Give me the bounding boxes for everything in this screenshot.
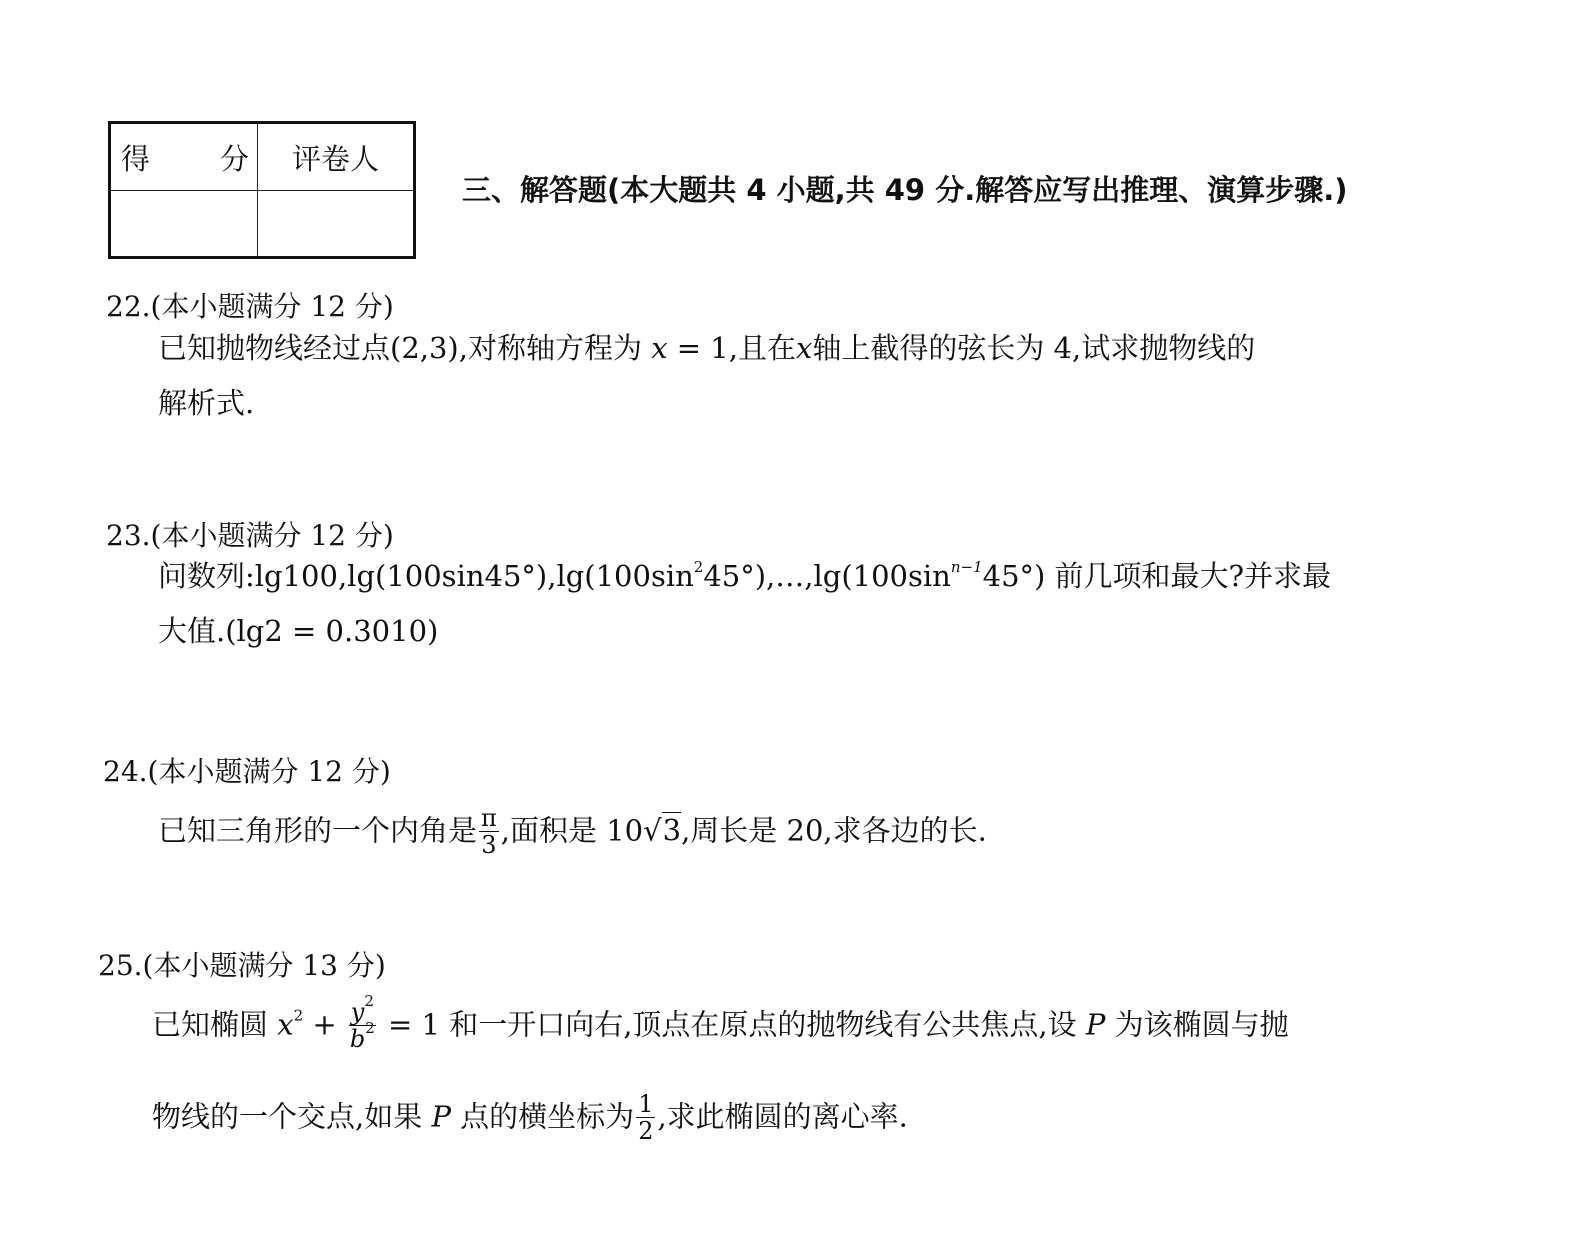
q23-line1 (158, 558, 1332, 593)
q24-text-c: ,周长是 20,求各边的长. (681, 813, 987, 848)
section-title: 三、解答题(本大题共 4 小题,共 49 分.解答应写出推理、演算步骤.) (462, 173, 1348, 207)
q23-text-c: 45°) 前几项和最大?并求最 (982, 559, 1332, 593)
q25-sup-x: 2 (293, 1006, 304, 1025)
q25-text-d: 物线的一个交点,如果 (152, 1099, 423, 1134)
q22-text-b: 轴上截得的弦长为 4,试求抛物线的 (812, 331, 1256, 365)
q25-frac-den (348, 1019, 377, 1054)
q24-text-a: 已知三角形的一个内角是 (158, 813, 478, 848)
q25-text-e: 点的横坐标为 (460, 1099, 635, 1134)
q25-frac2-den: 2 (638, 1117, 654, 1146)
q22-line1 (158, 331, 1256, 365)
q25-plus: + (303, 1007, 346, 1042)
q23-text-a: 问数列:lg100,lg(100sin45°),lg(100sin (158, 559, 694, 593)
q22-var-x1: x (651, 331, 668, 365)
q25-sup-b: 2 (365, 1019, 375, 1038)
score-table (108, 121, 416, 259)
q23-sup-2: 2 (693, 558, 704, 576)
q24-frac-num: π (481, 804, 497, 832)
score-label-left: 得 (121, 141, 151, 176)
q22-text-a: 已知抛物线经过点(2,3),对称轴方程为 (158, 331, 642, 365)
q24-frac-den: 3 (481, 831, 497, 860)
q22-header: 22.(本小题满分 12 分) (106, 290, 394, 323)
q23-sup-n: n−1 (950, 558, 983, 576)
q24-header: 24.(本小题满分 12 分) (103, 755, 391, 788)
q23-line2: 大值.(lg2 = 0.3010) (158, 614, 439, 648)
q25-text-b: = 1 和一开口向右,顶点在原点的抛物线有公共焦点,设 (378, 1007, 1077, 1042)
q25-line2 (152, 1092, 908, 1145)
score-input-cell[interactable] (110, 191, 258, 258)
q24-text-b: ,面积是 10 (500, 813, 644, 848)
q25-var-b: b (349, 1025, 366, 1054)
q24-sqrt-arg: 3 (662, 813, 682, 848)
q24-line1 (158, 806, 987, 859)
q23-header: 23.(本小题满分 12 分) (106, 519, 394, 552)
q25-var-x: x (277, 1007, 294, 1042)
q25-var-p: P (1085, 1007, 1106, 1042)
grader-header-cell (258, 123, 415, 191)
q25-fraction (348, 992, 377, 1054)
q22-text-eq: = 1,且在 (667, 331, 796, 365)
q25-header: 25.(本小题满分 13 分) (98, 949, 386, 982)
score-header-cell (110, 123, 258, 191)
q25-text-f: ,求此椭圆的离心率. (657, 1099, 908, 1134)
q25-frac2-num: 1 (638, 1090, 654, 1118)
grader-input-cell[interactable] (258, 191, 415, 258)
sqrt-icon: √ (643, 813, 662, 848)
q22-var-x2: x (795, 331, 813, 365)
score-label-right: 分 (219, 141, 249, 176)
q23-text-b: 45°),…,lg(100sin (703, 559, 951, 593)
grader-label: 评卷人 (291, 141, 379, 176)
q22-line2: 解析式. (158, 386, 255, 420)
q25-sup-y: 2 (364, 992, 374, 1010)
q24-fraction (479, 806, 499, 859)
q25-text-a: 已知椭圆 (152, 1007, 269, 1042)
q25-var-y: y (350, 998, 365, 1026)
q25-var-p2: P (431, 1099, 451, 1134)
q25-fraction-half (636, 1092, 655, 1145)
q25-text-c: 为该椭圆与抛 (1114, 1007, 1289, 1042)
q25-line1 (152, 992, 1289, 1054)
